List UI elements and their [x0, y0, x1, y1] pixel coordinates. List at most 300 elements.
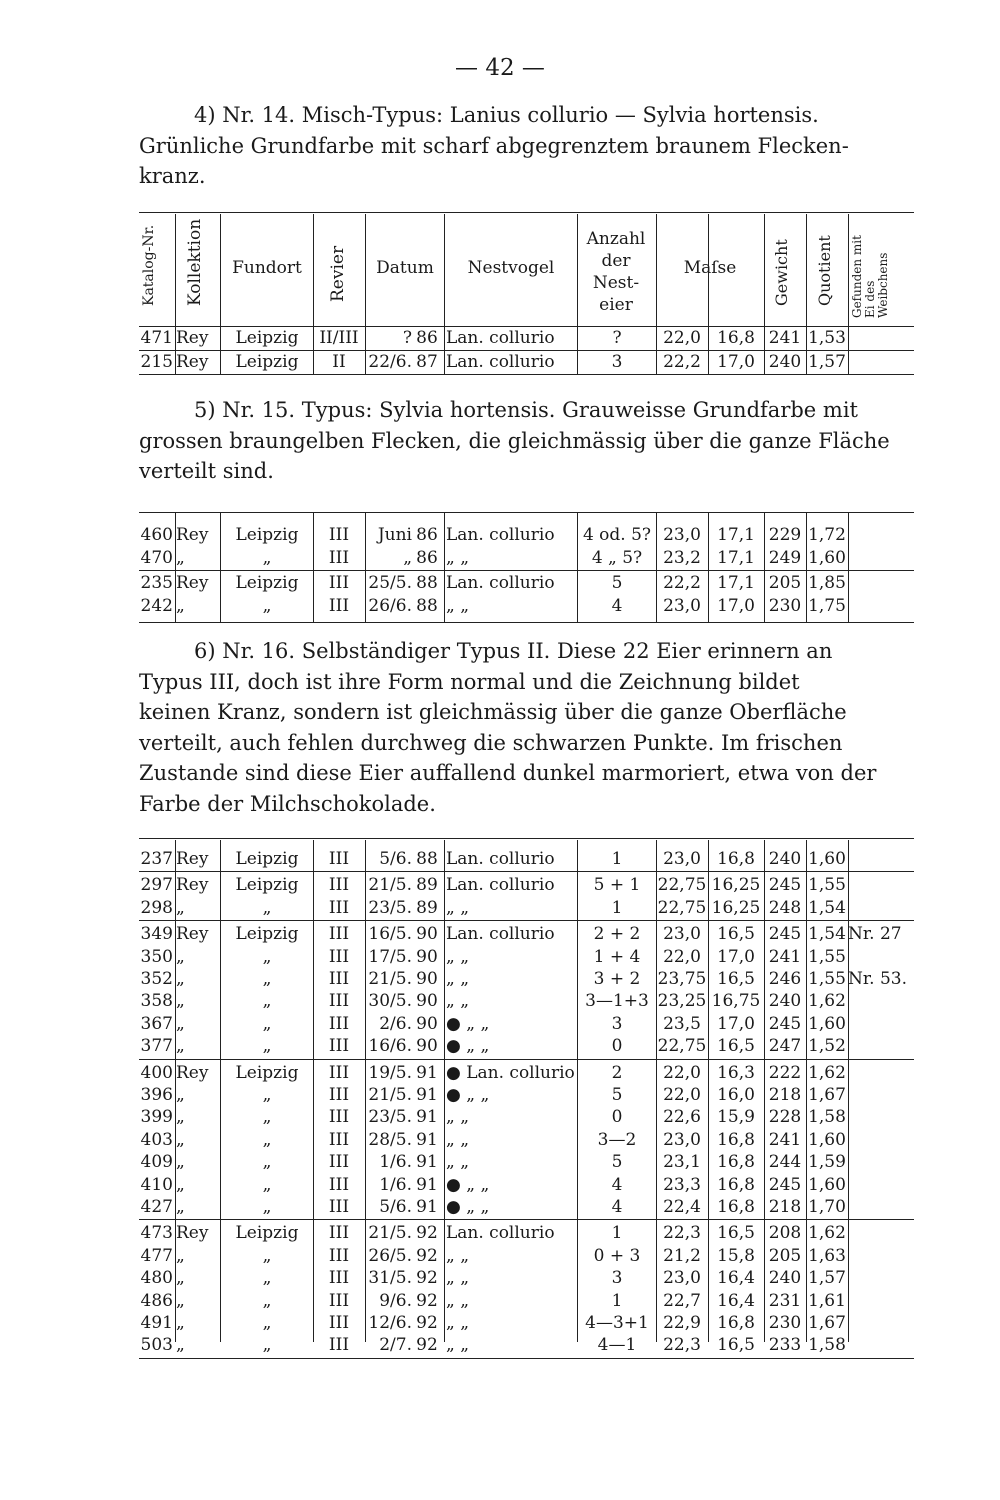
table-cell-katalog-nr: 503: [140, 1335, 173, 1356]
table-cell-masse-breite: 16,4: [717, 1290, 755, 1311]
header-fundort: Fundort: [232, 258, 302, 278]
table-cell-fundort: „: [262, 946, 272, 967]
table-cell-kollektion: „: [176, 1085, 185, 1105]
table-cell-masse-laenge: 23,0: [663, 849, 701, 869]
table-cell-gewicht: 205: [768, 573, 802, 593]
table-cell-fundort: „: [262, 991, 272, 1012]
table-cell-quotient: 1,62: [808, 991, 846, 1012]
column-divider: [444, 513, 445, 623]
table-cell-gewicht: 241: [768, 946, 802, 967]
table-cell-masse-breite: 16,3: [717, 1062, 755, 1083]
header-kollektion: Kollektion: [185, 218, 205, 306]
table-cell-revier: III: [328, 1129, 350, 1150]
table-cell-fundort: Leipzig: [235, 328, 299, 348]
table-cell-anzahl: 5 + 1: [593, 875, 641, 896]
table-cell-masse-breite: 16,4: [717, 1268, 755, 1289]
table-cell-masse-breite: 16,5: [717, 1335, 755, 1356]
table-cell-nestvogel: „ „: [446, 1129, 470, 1150]
table-cell-katalog-nr: 298: [140, 897, 173, 918]
table-cell-katalog-nr: 396: [140, 1085, 173, 1105]
text-line: keinen Kranz, sondern ist gleichmässig über die ganze Oberfläche: [139, 700, 847, 724]
table-cell-fundort: Leipzig: [235, 924, 299, 945]
table-cell-masse-laenge: 23,0: [663, 1129, 701, 1150]
table-cell-gewicht: 231: [768, 1290, 802, 1311]
table-cell-katalog-nr: 403: [140, 1129, 173, 1150]
table-cell-nestvogel: ● „ „: [446, 1013, 490, 1034]
table-cell-revier: III: [328, 1290, 350, 1311]
table-cell-datum: 2/6.: [379, 1013, 412, 1034]
table-cell-anzahl: 2: [611, 1062, 623, 1083]
table-cell-jahr: 92: [416, 1335, 438, 1356]
table-cell-quotient: 1,59: [808, 1152, 846, 1173]
table-cell-revier: III: [328, 1107, 350, 1128]
text-line: 5) Nr. 15. Typus: Sylvia hortensis. Grauweisse Grundfarbe mit: [194, 398, 858, 422]
table-cell-masse-laenge: 23,25: [657, 991, 707, 1012]
table-cell-katalog-nr: 486: [140, 1290, 173, 1311]
table-cell-quotient: 1,60: [808, 1174, 846, 1195]
table-cell-nestvogel: „ „: [446, 1245, 470, 1266]
table-cell-gewicht: 218: [768, 1197, 802, 1217]
column-divider: [806, 214, 807, 326]
table-cell-datum: „: [403, 548, 412, 568]
column-divider: [313, 214, 314, 326]
table-cell-masse-breite: 16,5: [717, 969, 755, 989]
table-cell-revier: III: [328, 969, 350, 989]
table-cell-anzahl: 4—3+1: [585, 1313, 649, 1333]
table-cell-quotient: 1,61: [808, 1290, 846, 1311]
table-cell-katalog-nr: 491: [140, 1313, 173, 1333]
table-cell-revier: III: [328, 875, 350, 896]
table-cell-jahr: 90: [416, 991, 438, 1012]
table-cell-datum: 21/5.: [368, 875, 412, 896]
text-line: Zustande sind diese Eier auffallend dunkel marmoriert, etwa von der: [139, 761, 877, 785]
table-cell-kollektion: Rey: [176, 328, 209, 348]
table-cell-datum: 21/5.: [368, 1085, 412, 1105]
table-cell-anzahl: 4: [611, 1197, 623, 1217]
table-cell-anzahl: 3—1+3: [585, 991, 649, 1012]
table-cell-nestvogel: Lan. collurio: [446, 1223, 555, 1244]
table-cell-katalog-nr: 400: [140, 1062, 173, 1083]
table-cell-quotient: 1,75: [808, 596, 846, 616]
table-cell-masse-breite: 16,5: [717, 1223, 755, 1244]
table-cell-revier: III: [328, 573, 350, 593]
column-divider: [220, 513, 221, 623]
table-cell-gewicht: 240: [768, 352, 802, 372]
table-cell-quotient: 1,57: [808, 1268, 846, 1289]
table-cell-kollektion: „: [176, 1290, 185, 1311]
column-divider: [444, 840, 445, 1342]
table-cell-jahr: 88: [416, 573, 438, 593]
table-cell-gewicht: 233: [768, 1335, 802, 1356]
table-cell-kollektion: „: [176, 897, 185, 918]
table-cell-masse-laenge: 22,2: [663, 352, 701, 372]
table-cell-quotient: 1,60: [808, 1129, 846, 1150]
table-cell-jahr: 92: [416, 1268, 438, 1289]
table-cell-gewicht: 248: [768, 897, 802, 918]
table-cell-katalog-nr: 480: [140, 1268, 173, 1289]
table-cell-anzahl: 5: [611, 1085, 623, 1105]
table-cell-katalog-nr: 349: [140, 924, 173, 945]
table-cell-anzahl: 3—2: [597, 1129, 637, 1150]
table-cell-kollektion: Rey: [176, 525, 209, 545]
table-cell-anzahl: 3: [611, 1268, 623, 1289]
table-cell-nestvogel: Lan. collurio: [446, 525, 555, 545]
table-cell-fundort: Leipzig: [235, 525, 299, 545]
table-cell-masse-breite: 17,0: [717, 352, 755, 372]
table-rule: [139, 1219, 914, 1220]
table-cell-masse-laenge: 22,0: [663, 1085, 701, 1105]
table-cell-katalog-nr: 235: [140, 573, 173, 593]
table-cell-masse-laenge: 23,0: [663, 1268, 701, 1289]
table-cell-fundort: Leipzig: [235, 1223, 299, 1244]
table-cell-fundort: Leipzig: [235, 1062, 299, 1083]
table-cell-masse-breite: 17,1: [717, 573, 755, 593]
table-cell-kollektion: Rey: [176, 352, 209, 372]
table-cell-datum: 22/6.: [368, 352, 412, 372]
table-cell-revier: III: [328, 946, 350, 967]
table-cell-quotient: 1,52: [808, 1036, 846, 1057]
table-cell-anzahl: 3: [611, 352, 623, 372]
table-cell-katalog-nr: 358: [140, 991, 173, 1012]
table-cell-datum: 25/5.: [368, 573, 412, 593]
table-cell-datum: 1/6.: [379, 1174, 412, 1195]
page-number: — 42 —: [455, 55, 545, 81]
table-cell-nestvogel: „ „: [446, 1268, 470, 1289]
table-cell-revier: III: [328, 525, 350, 545]
table-cell-quotient: 1,85: [808, 573, 846, 593]
table-cell-katalog-nr: 473: [140, 1223, 173, 1244]
paragraph-6: [139, 636, 914, 819]
text-line: verteilt, auch fehlen durchweg die schwarzen Punkte. Im frischen: [139, 730, 843, 755]
table-cell-anzahl: 2 + 2: [593, 924, 641, 945]
table-cell-masse-breite: 17,0: [717, 596, 755, 616]
column-divider: [577, 214, 578, 326]
table-cell-quotient: 1,54: [808, 897, 846, 918]
table-cell-masse-laenge: 22,2: [663, 573, 701, 593]
table-cell-quotient: 1,55: [808, 875, 846, 896]
header-nestvogel: Nestvogel: [467, 258, 555, 278]
table-cell-datum: Juni: [377, 525, 412, 545]
table-cell-nestvogel: Lan. collurio: [446, 875, 555, 896]
table-cell-gewicht: 240: [768, 849, 802, 869]
table-cell-katalog-nr: 237: [140, 849, 173, 869]
header-gefunden: Gefunden mit Ei des Weibchens: [850, 235, 890, 318]
table-cell-masse-laenge: 22,0: [663, 946, 701, 967]
table-cell-gewicht: 230: [768, 1313, 802, 1333]
table-cell-jahr: 91: [416, 1174, 438, 1195]
table-cell-fundort: Leipzig: [235, 352, 299, 372]
table-cell-jahr: 88: [416, 596, 438, 616]
table-cell-fundort: „: [262, 548, 272, 568]
table-cell-anzahl: 3 + 2: [593, 969, 641, 989]
table-cell-gefunden: Nr. 53.: [848, 969, 907, 989]
table-cell-jahr: 91: [416, 1152, 438, 1173]
table-cell-kollektion: „: [176, 969, 185, 989]
text-line: grossen braungelben Flecken, die gleichmässig über die ganze Fläche: [139, 428, 890, 453]
text-line: 4) Nr. 14. Misch-Typus: Lanius collurio — Sylvia hortensis.: [194, 103, 819, 127]
text-line: 6) Nr. 16. Selbständiger Typus II. Diese 22 Eier erinnern an: [194, 639, 833, 663]
table-cell-anzahl: 4: [611, 596, 623, 616]
table-cell-datum: 23/5.: [368, 1107, 412, 1128]
table-cell-katalog-nr: 409: [140, 1152, 173, 1173]
table-cell-datum: 26/6.: [368, 596, 412, 616]
table-cell-fundort: „: [262, 1245, 272, 1266]
table-cell-kollektion: Rey: [176, 924, 209, 945]
table-cell-masse-laenge: 23,75: [657, 969, 707, 989]
table-cell-gewicht: 241: [768, 1129, 802, 1150]
table-cell-nestvogel: „ „: [446, 991, 470, 1012]
table-cell-jahr: 90: [416, 946, 438, 967]
table-cell-datum: 2/7.: [379, 1335, 412, 1356]
table-cell-quotient: 1,62: [808, 1223, 846, 1244]
table-cell-revier: III: [328, 1174, 350, 1195]
table-cell-jahr: 90: [416, 969, 438, 989]
column-divider: [220, 214, 221, 326]
table-cell-katalog-nr: 350: [140, 946, 173, 967]
table-rule: [139, 570, 914, 571]
table-cell-katalog-nr: 215: [140, 352, 173, 372]
table-cell-anzahl: 4: [611, 1174, 623, 1195]
table-cell-anzahl: 0: [611, 1036, 623, 1057]
table-cell-jahr: 90: [416, 924, 438, 945]
table-cell-masse-laenge: 23,0: [663, 525, 701, 545]
table-cell-masse-breite: 16,8: [717, 1174, 755, 1195]
table-cell-kollektion: „: [176, 1335, 185, 1356]
table-cell-jahr: 91: [416, 1085, 438, 1105]
table-cell-gewicht: 228: [768, 1107, 802, 1128]
table-cell-fundort: „: [262, 969, 272, 989]
table-cell-masse-breite: 16,5: [717, 924, 755, 945]
table-cell-gewicht: 241: [768, 328, 802, 348]
table-cell-gewicht: 240: [768, 991, 802, 1012]
table-cell-anzahl: 4 od. 5?: [582, 525, 652, 545]
table-cell-gewicht: 244: [768, 1152, 802, 1173]
table-cell-jahr: 91: [416, 1107, 438, 1128]
table-cell-anzahl: 5: [611, 1152, 623, 1173]
text-line: Typus III, doch ist ihre Form normal und die Zeichnung bildet: [139, 669, 800, 694]
table-cell-masse-breite: 17,0: [717, 946, 755, 967]
table-cell-revier: II: [332, 352, 346, 372]
table-cell-revier: III: [328, 548, 350, 568]
column-divider: [175, 214, 176, 326]
column-divider: [764, 214, 765, 326]
table-cell-jahr: 92: [416, 1313, 438, 1333]
table-cell-masse-laenge: 22,75: [657, 897, 707, 918]
table-cell-masse-laenge: 23,0: [663, 924, 701, 945]
table-cell-katalog-nr: 297: [140, 875, 173, 896]
table-cell-masse-laenge: 23,0: [663, 596, 701, 616]
table-cell-katalog-nr: 367: [140, 1013, 173, 1034]
table-cell-kollektion: „: [176, 548, 185, 568]
table-cell-quotient: 1,60: [808, 1013, 846, 1034]
table-cell-gewicht: 205: [768, 1245, 802, 1266]
table-cell-revier: III: [328, 1245, 350, 1266]
table-cell-nestvogel: Lan. collurio: [446, 328, 555, 348]
table-cell-masse-laenge: 22,3: [663, 1335, 701, 1356]
table-cell-quotient: 1,67: [808, 1085, 846, 1105]
table-rule: [139, 374, 914, 375]
table-cell-revier: III: [328, 1223, 350, 1244]
table-cell-nestvogel: „ „: [446, 548, 470, 568]
table-cell-masse-breite: 17,1: [717, 525, 755, 545]
table-cell-revier: III: [328, 1335, 350, 1356]
table-cell-kollektion: „: [176, 1152, 185, 1173]
table-cell-katalog-nr: 477: [140, 1245, 173, 1266]
table-cell-fundort: „: [262, 1197, 272, 1217]
table-cell-nestvogel: „ „: [446, 897, 470, 918]
table-cell-kollektion: Rey: [176, 849, 209, 869]
table-cell-masse-breite: 16,8: [717, 1129, 755, 1150]
table-cell-revier: III: [328, 1036, 350, 1057]
table-cell-fundort: „: [262, 1268, 272, 1289]
table-cell-datum: 21/5.: [368, 1223, 412, 1244]
table-cell-revier: III: [328, 1062, 350, 1083]
table-cell-nestvogel: „ „: [446, 969, 470, 989]
table-cell-datum: 5/6.: [379, 1197, 412, 1217]
table-cell-anzahl: 4—1: [597, 1335, 637, 1356]
table-cell-nestvogel: Lan. collurio: [446, 573, 555, 593]
table-cell-masse-breite: 16,8: [717, 1197, 755, 1217]
table-cell-katalog-nr: 427: [140, 1197, 173, 1217]
table-cell-kollektion: „: [176, 1245, 185, 1266]
table-cell-quotient: 1,70: [808, 1197, 846, 1217]
column-divider: [848, 214, 849, 326]
table-cell-anzahl: 0 + 3: [593, 1245, 641, 1266]
table-cell-revier: III: [328, 849, 350, 869]
table-cell-quotient: 1,67: [808, 1313, 846, 1333]
table-cell-datum: 28/5.: [368, 1129, 412, 1150]
table-cell-nestvogel: ● „ „: [446, 1174, 490, 1195]
table-cell-nestvogel: ● „ „: [446, 1085, 490, 1105]
table-cell-datum: 16/6.: [368, 1036, 412, 1057]
table-cell-datum: 1/6.: [379, 1152, 412, 1173]
table-cell-masse-laenge: 21,2: [663, 1245, 701, 1266]
table-cell-gewicht: 245: [768, 1013, 802, 1034]
table-cell-revier: III: [328, 1013, 350, 1034]
table-cell-nestvogel: ● Lan. collurio: [446, 1062, 575, 1083]
table-cell-masse-breite: 16,75: [711, 991, 761, 1012]
table-cell-anzahl: ?: [612, 328, 622, 348]
table-cell-masse-laenge: 22,75: [657, 875, 707, 896]
table-cell-gewicht: 230: [768, 596, 802, 616]
table-cell-kollektion: „: [176, 1107, 185, 1128]
table-cell-fundort: Leipzig: [235, 875, 299, 896]
table-cell-revier: II/III: [319, 328, 359, 348]
table-cell-anzahl: 0: [611, 1107, 623, 1128]
table-cell-kollektion: Rey: [176, 573, 209, 593]
table-cell-katalog-nr: 470: [140, 548, 173, 568]
table-cell-fundort: „: [262, 897, 272, 918]
table-cell-quotient: 1,58: [808, 1335, 846, 1356]
table-cell-jahr: 86: [416, 328, 438, 348]
table-cell-masse-breite: 16,8: [717, 849, 755, 869]
text-line: kranz.: [139, 164, 206, 188]
table-cell-fundort: „: [262, 1085, 272, 1105]
paragraph-4: [139, 100, 914, 192]
table-cell-masse-laenge: 23,2: [663, 548, 701, 568]
table-cell-datum: 23/5.: [368, 897, 412, 918]
table-cell-masse-laenge: 23,5: [663, 1013, 701, 1034]
table-cell-nestvogel: „ „: [446, 1335, 470, 1356]
table-cell-masse-breite: 16,0: [717, 1085, 755, 1105]
table-cell-revier: III: [328, 1313, 350, 1333]
table-cell-katalog-nr: 377: [140, 1036, 173, 1057]
table-cell-fundort: „: [262, 1335, 272, 1356]
header-katalog: Katalog-Nr.: [141, 224, 157, 306]
table-cell-nestvogel: ● „ „: [446, 1036, 490, 1057]
table-cell-anzahl: 1 + 4: [593, 946, 641, 967]
table-cell-jahr: 88: [416, 849, 438, 869]
table-cell-datum: 30/5.: [368, 991, 412, 1012]
table-cell-quotient: 1,60: [808, 849, 846, 869]
table-cell-gewicht: 208: [768, 1223, 802, 1244]
table-cell-jahr: 86: [416, 525, 438, 545]
table-cell-fundort: „: [262, 1107, 272, 1128]
table-cell-gewicht: 229: [768, 525, 802, 545]
table-cell-jahr: 91: [416, 1129, 438, 1150]
table-cell-datum: 26/5.: [368, 1245, 412, 1266]
table-cell-gewicht: 246: [768, 969, 802, 989]
table-cell-fundort: Leipzig: [235, 573, 299, 593]
table-cell-anzahl: 1: [611, 849, 623, 869]
table-cell-revier: III: [328, 1197, 350, 1217]
table-cell-jahr: 92: [416, 1245, 438, 1266]
table-cell-kollektion: Rey: [176, 1223, 209, 1244]
table-cell-kollektion: „: [176, 1013, 185, 1034]
table-cell-masse-laenge: 22,9: [663, 1313, 701, 1333]
table-cell-fundort: „: [262, 1290, 272, 1311]
table-cell-revier: III: [328, 1152, 350, 1173]
table-cell-quotient: 1,53: [808, 328, 846, 348]
table-cell-jahr: 91: [416, 1062, 438, 1083]
table-cell-fundort: „: [262, 1036, 272, 1057]
table-cell-masse-breite: 15,9: [717, 1107, 755, 1128]
table-cell-gewicht: 222: [768, 1062, 802, 1083]
table-cell-quotient: 1,54: [808, 924, 846, 945]
column-divider: [848, 513, 849, 623]
table-cell-fundort: Leipzig: [235, 849, 299, 869]
table-cell-masse-laenge: 22,6: [663, 1107, 701, 1128]
table-rule: [139, 1358, 914, 1359]
table-cell-masse-breite: 16,8: [717, 1313, 755, 1333]
table-cell-kollektion: „: [176, 1313, 185, 1333]
table-cell-gewicht: 249: [768, 548, 802, 568]
table-cell-gewicht: 245: [768, 1174, 802, 1195]
table-cell-quotient: 1,58: [808, 1107, 846, 1128]
table-cell-jahr: 90: [416, 1013, 438, 1034]
table-cell-masse-laenge: 23,3: [663, 1174, 701, 1195]
table-cell-datum: 19/5.: [368, 1062, 412, 1083]
table-cell-kollektion: „: [176, 1036, 185, 1057]
table-cell-gewicht: 245: [768, 875, 802, 896]
table-cell-masse-breite: 16,25: [711, 897, 761, 918]
table-cell-jahr: 89: [416, 897, 438, 918]
table-cell-nestvogel: „ „: [446, 1290, 470, 1311]
table-cell-kollektion: Rey: [176, 875, 209, 896]
table-cell-nestvogel: „ „: [446, 596, 470, 616]
table-cell-nestvogel: Lan. collurio: [446, 849, 555, 869]
table-cell-nestvogel: „ „: [446, 1152, 470, 1173]
table-cell-kollektion: Rey: [176, 1062, 209, 1083]
table-cell-kollektion: „: [176, 1268, 185, 1289]
table-cell-quotient: 1,60: [808, 548, 846, 568]
table-cell-revier: III: [328, 897, 350, 918]
table-cell-anzahl: 1: [611, 1223, 623, 1244]
text-line: Farbe der Milchschokolade.: [139, 791, 436, 816]
column-divider: [220, 840, 221, 1342]
table-cell-fundort: „: [262, 1152, 272, 1173]
table-cell-masse-laenge: 22,0: [663, 1062, 701, 1083]
